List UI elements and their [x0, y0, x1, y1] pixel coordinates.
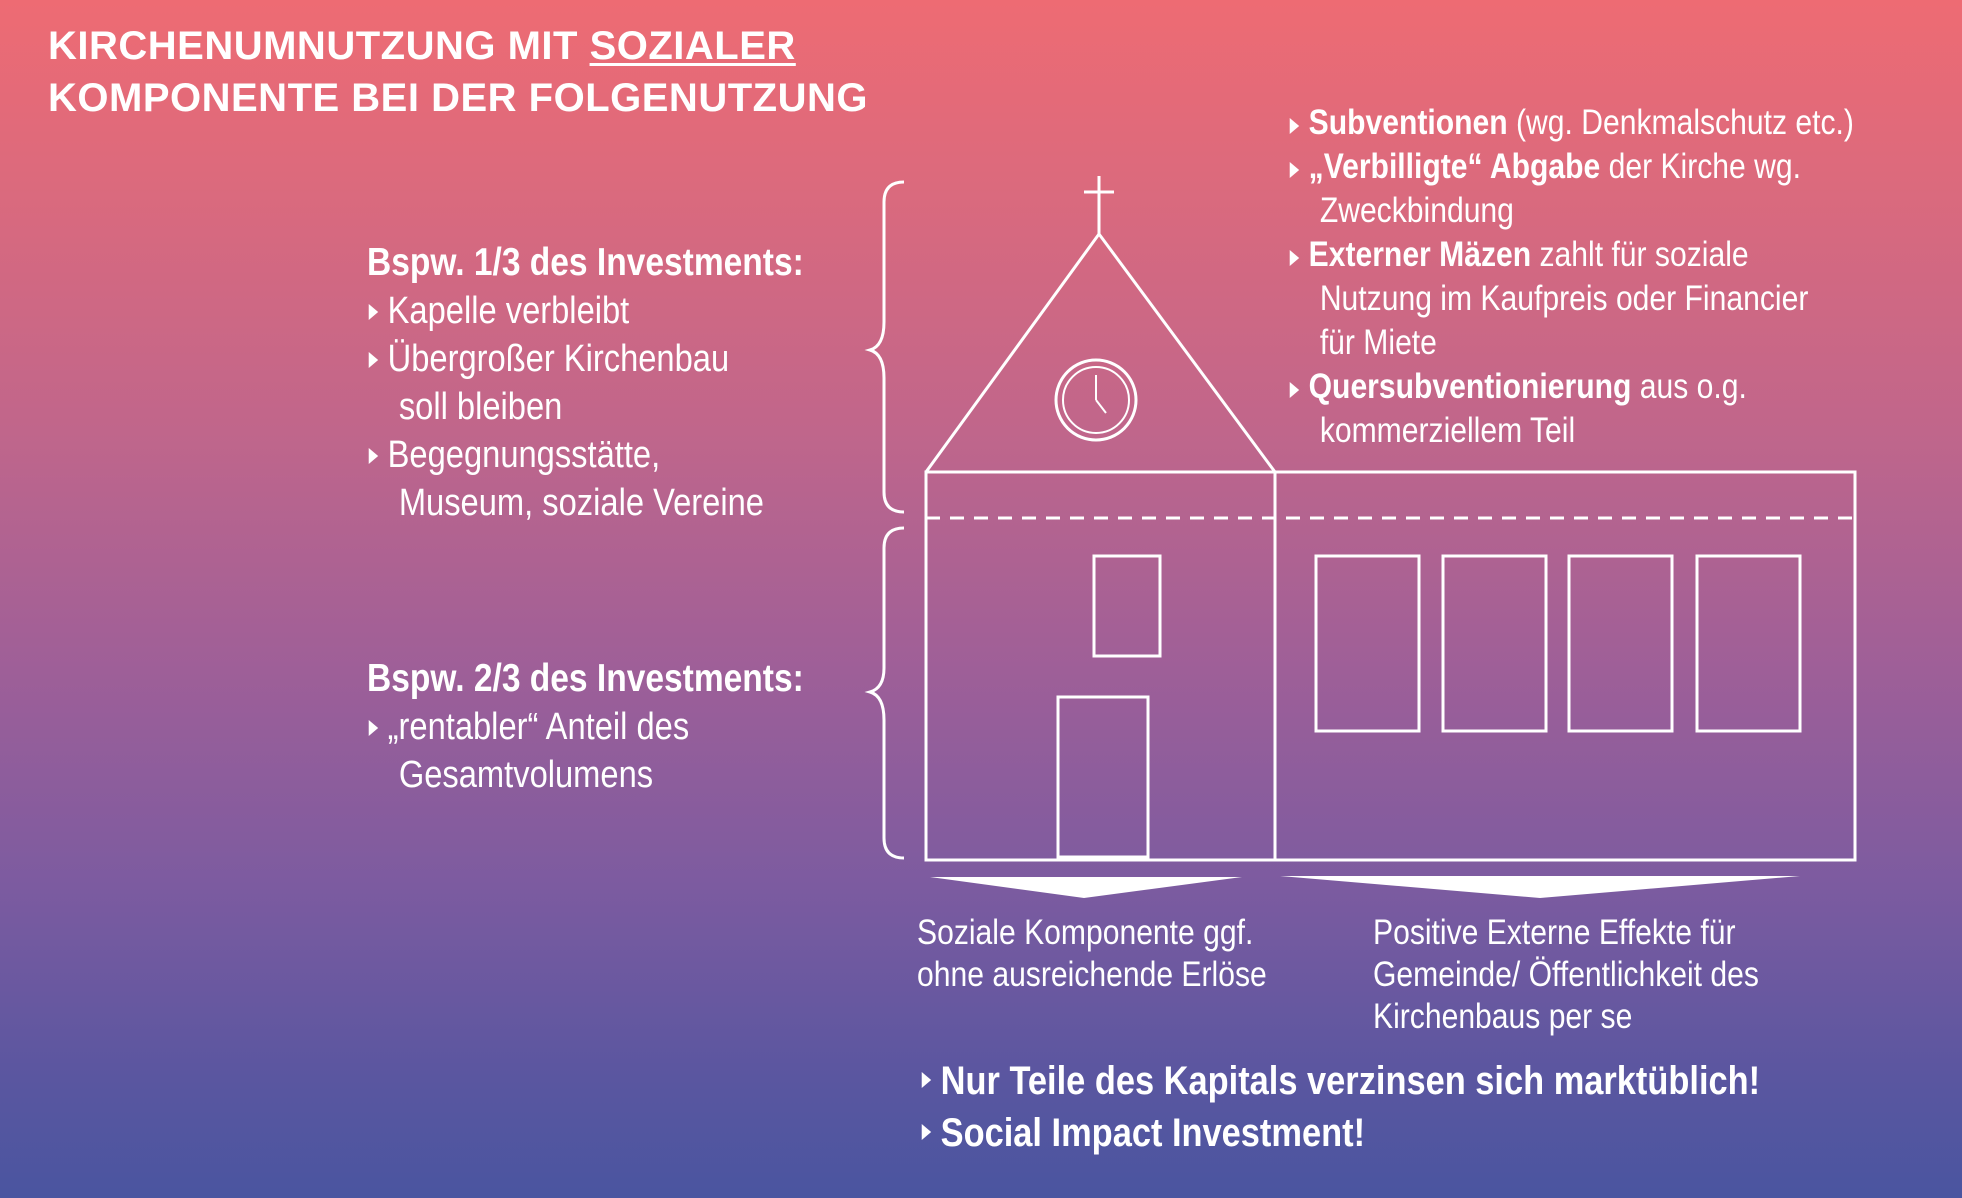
- right-wedge: [1280, 876, 1800, 898]
- title-line-2: KOMPONENTE BEI DER FOLGENUTZUNG: [48, 76, 868, 120]
- lower-brace: [870, 528, 904, 858]
- conclusion-item: Social Impact Investment!: [920, 1107, 1760, 1159]
- building-left-section: [926, 472, 1275, 860]
- item-text: Übergroßer Kirchenbau: [387, 338, 730, 380]
- window-2: [1443, 556, 1546, 731]
- window-1: [1316, 556, 1419, 731]
- list-item: [1288, 145, 1854, 233]
- title-prefix: KIRCHENUMNUTZUNG MIT: [48, 24, 590, 68]
- conclusion-item: Nur Teile des Kapitals verzinsen sich marktüblich!: [920, 1055, 1760, 1107]
- item-bold: Quersubventionierung: [1308, 367, 1632, 406]
- caption-line: ohne ausreichende Erlöse: [917, 955, 1267, 994]
- item-text: zahlt für soziale: [1531, 235, 1749, 274]
- church-roof: [926, 234, 1275, 472]
- item-text: Kapelle verbleibt: [387, 290, 630, 332]
- left-upper-heading: Bspw. 1/3 des Investments:: [367, 241, 804, 284]
- item-bold: Externer Mäzen: [1308, 235, 1532, 274]
- item-text: Begegnungsstätte,: [387, 434, 661, 476]
- window-4: [1697, 556, 1800, 731]
- item-text: aus o.g.: [1631, 367, 1747, 406]
- item-bold: „Verbilligte“ Abgabe: [1308, 147, 1601, 186]
- conclusions-list: [920, 1055, 1760, 1159]
- caption-line: Gemeinde/ Öffentlichkeit des: [1373, 955, 1759, 994]
- title-underlined-word: SOZIALER: [589, 24, 796, 68]
- list-item: [367, 287, 804, 335]
- caption-line: Soziale Komponente ggf.: [917, 913, 1254, 952]
- item-text-cont: soll bleiben: [398, 386, 563, 428]
- list-item: [1288, 233, 1854, 365]
- item-text: (wg. Denkmalschutz etc.): [1507, 103, 1854, 142]
- clock-hand-minute: [1096, 400, 1106, 413]
- list-item: [1288, 101, 1854, 145]
- item-text-cont: für Miete: [1319, 323, 1437, 362]
- left-upper-list: [367, 287, 804, 527]
- financing-options-block: [1288, 101, 1854, 453]
- financing-options-list: [1288, 101, 1854, 453]
- building-right-section: [1275, 472, 1855, 860]
- item-text-cont: Zweckbindung: [1319, 191, 1514, 230]
- caption-external-effects: [1373, 912, 1759, 1038]
- left-lower-block: [367, 655, 804, 799]
- left-lower-list: [367, 703, 804, 799]
- item-text-cont: kommerziellem Teil: [1319, 411, 1576, 450]
- list-item: [1288, 365, 1854, 453]
- conclusions-block: [920, 1055, 1760, 1159]
- list-item: [367, 335, 804, 431]
- chapel-window: [1094, 556, 1160, 656]
- item-text-cont: Nutzung im Kaufpreis oder Financier: [1319, 279, 1809, 318]
- upper-brace: [870, 182, 904, 512]
- list-item: [367, 703, 804, 799]
- left-upper-block: [367, 239, 804, 527]
- item-text: „rentabler“ Anteil des: [387, 706, 690, 748]
- window-3: [1569, 556, 1672, 731]
- item-text-cont: Gesamtvolumens: [398, 754, 654, 796]
- item-bold: Subventionen: [1308, 103, 1508, 142]
- item-text-cont: Museum, soziale Vereine: [398, 482, 764, 524]
- caption-social-component: [917, 912, 1267, 996]
- left-wedge: [930, 877, 1242, 898]
- list-item: [367, 431, 804, 527]
- item-text: der Kirche wg.: [1600, 147, 1801, 186]
- left-lower-heading: Bspw. 2/3 des Investments:: [367, 657, 804, 700]
- chapel-door: [1058, 697, 1148, 857]
- caption-line: Positive Externe Effekte für: [1373, 913, 1736, 952]
- caption-line: Kirchenbaus per se: [1373, 997, 1633, 1036]
